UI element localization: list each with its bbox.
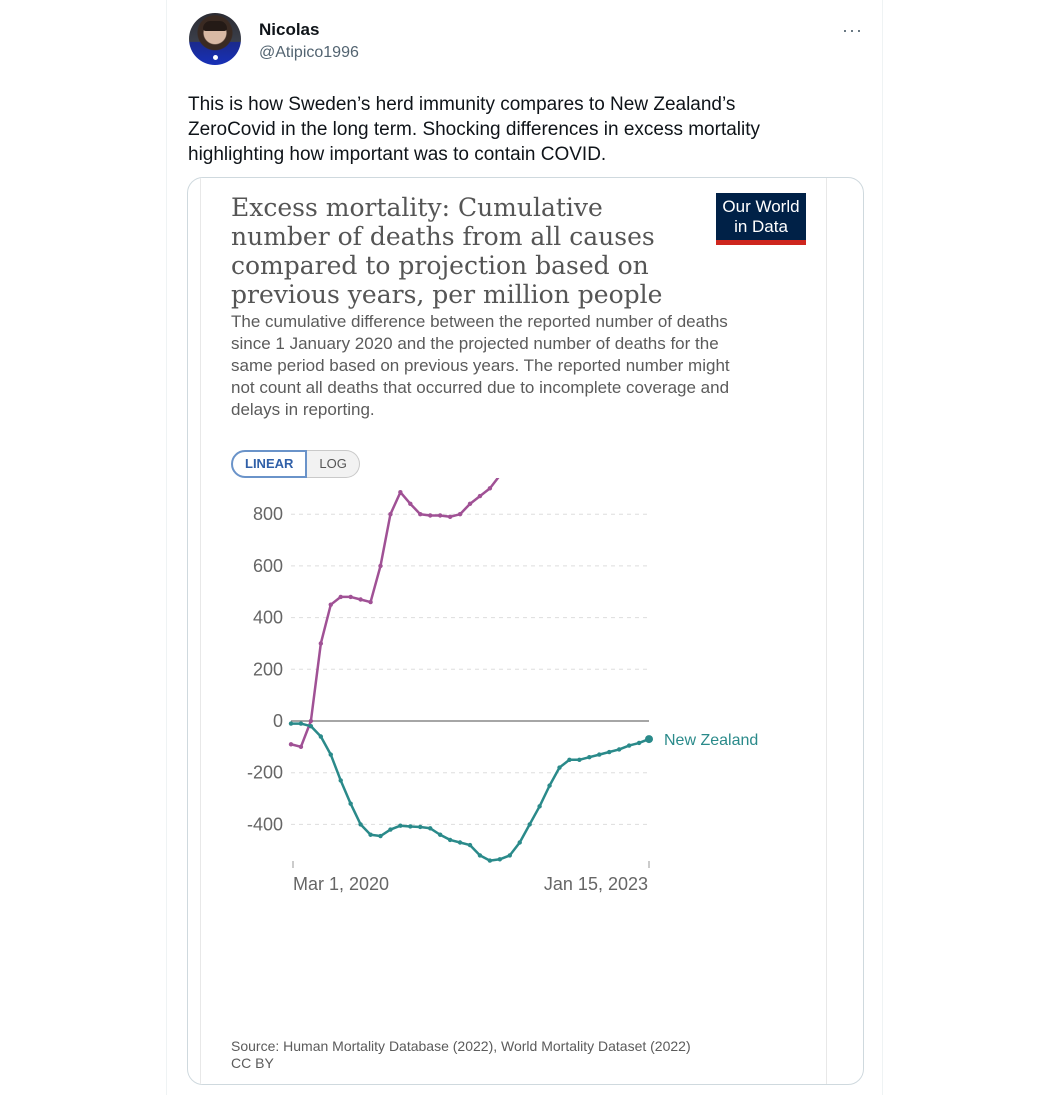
new-zealand-point — [527, 822, 531, 826]
sweden-point — [408, 502, 412, 506]
owid-logo-bar — [716, 240, 806, 245]
chart-title-line: Excess mortality: Cumulative — [231, 193, 603, 222]
new-zealand-line — [291, 724, 649, 861]
new-zealand-point — [319, 734, 323, 738]
new-zealand-point — [607, 750, 611, 754]
new-zealand-point — [627, 743, 631, 747]
sweden-point — [458, 512, 462, 516]
sweden-point — [329, 602, 333, 606]
new-zealand-point — [448, 838, 452, 842]
new-zealand-point — [398, 823, 402, 827]
new-zealand-point — [358, 822, 362, 826]
new-zealand-point — [368, 833, 372, 837]
sweden-point — [438, 513, 442, 517]
avatar-badge — [213, 55, 218, 60]
chart-source — [231, 1038, 811, 1072]
sweden-point — [478, 494, 482, 498]
sweden-point — [378, 564, 382, 568]
new-zealand-point — [289, 721, 293, 725]
new-zealand-point — [388, 827, 392, 831]
tweet-text — [188, 92, 848, 167]
chart-title-line: number of deaths from all causes — [231, 222, 655, 251]
sweden-point — [348, 595, 352, 599]
new-zealand-point — [408, 824, 412, 828]
new-zealand-point — [537, 804, 541, 808]
sweden-point — [309, 719, 313, 723]
y-tick-label: 0 — [272, 711, 283, 731]
chart-subtitle-line: since 1 January 2020 and the projected number of deaths for the — [231, 334, 719, 353]
new-zealand-point — [468, 843, 472, 847]
sweden-point — [398, 490, 402, 494]
author-handle[interactable]: @Atipico1996 — [259, 44, 359, 61]
timeline-border-left — [166, 0, 167, 1095]
media-card[interactable] — [187, 177, 864, 1085]
new-zealand-point — [299, 721, 303, 725]
y-tick-label: -400 — [246, 814, 283, 835]
excess-mortality-chart — [201, 478, 826, 1023]
sweden-point — [299, 745, 303, 749]
sweden-point — [388, 512, 392, 516]
chart-subtitle-line: not count all deaths that occurred due to incomplete coverage and — [231, 378, 730, 397]
y-tick-label: 400 — [252, 607, 283, 628]
tweet-text-line: This is how Sweden’s herd immunity compares to New Zealand’s — [188, 94, 736, 115]
new-zealand-point — [438, 833, 442, 837]
chart-subtitle — [231, 311, 791, 421]
new-zealand-point — [458, 840, 462, 844]
owid-logo-line: in Data — [734, 217, 788, 236]
y-tick-label: 200 — [252, 659, 283, 680]
more-options-icon[interactable]: ··· — [842, 20, 863, 40]
avatar-hair — [203, 21, 227, 31]
license-line: CC BY — [231, 1055, 274, 1071]
sweden-point — [358, 597, 362, 601]
new-zealand-point — [339, 778, 343, 782]
new-zealand-point — [348, 802, 352, 806]
sweden-line — [291, 478, 649, 747]
x-tick-label: Jan 15, 2023 — [543, 874, 648, 894]
new-zealand-point — [418, 825, 422, 829]
avatar[interactable] — [189, 13, 241, 65]
new-zealand-point — [518, 840, 522, 844]
new-zealand-point — [508, 853, 512, 857]
new-zealand-point — [309, 724, 313, 728]
new-zealand-point — [587, 755, 591, 759]
new-zealand-point — [547, 783, 551, 787]
new-zealand-point — [378, 834, 382, 838]
author-name[interactable]: Nicolas — [259, 20, 320, 39]
owid-logo-line: Our World — [722, 197, 800, 216]
sweden-point — [339, 595, 343, 599]
new-zealand-point — [498, 857, 502, 861]
chart-title — [231, 193, 691, 309]
source-line: Source: Human Mortality Database (2022), World Mortality Dataset (2022) — [231, 1038, 691, 1054]
sweden-point — [468, 502, 472, 506]
chart-image — [200, 178, 827, 1084]
y-tick-label: 600 — [252, 555, 283, 576]
y-tick-label: -200 — [246, 762, 283, 783]
new-zealand-point — [478, 853, 482, 857]
log-scale-button[interactable]: LOG — [307, 450, 359, 478]
x-tick-label: Mar 1, 2020 — [293, 874, 390, 894]
timeline-border-right — [882, 0, 883, 1095]
scale-toggle — [231, 450, 360, 478]
owid-logo — [716, 193, 806, 245]
new-zealand-point — [329, 752, 333, 756]
new-zealand-point — [637, 741, 641, 745]
sweden-point — [488, 486, 492, 490]
new-zealand-point — [488, 858, 492, 862]
linear-scale-button[interactable]: LINEAR — [231, 450, 307, 478]
sweden-point — [289, 742, 293, 746]
new-zealand-point — [577, 758, 581, 762]
new-zealand-endpoint — [645, 735, 653, 743]
chart-subtitle-line: delays in reporting. — [231, 400, 375, 419]
chart-subtitle-line: same period based on previous years. The reported number might — [231, 356, 730, 375]
new-zealand-label: New Zealand — [664, 732, 759, 750]
new-zealand-point — [428, 826, 432, 830]
chart-title-line: previous years, per million people — [231, 280, 663, 309]
sweden-point — [368, 600, 372, 604]
y-tick-label: 800 — [252, 504, 283, 525]
new-zealand-point — [557, 765, 561, 769]
new-zealand-point — [617, 747, 621, 751]
sweden-point — [448, 515, 452, 519]
new-zealand-point — [567, 758, 571, 762]
sweden-point — [428, 513, 432, 517]
sweden-point — [418, 512, 422, 516]
chart-subtitle-line: The cumulative difference between the reported number of deaths — [231, 312, 728, 331]
tweet-text-line: highlighting how important was to contain COVID. — [188, 144, 607, 165]
new-zealand-point — [597, 752, 601, 756]
tweet-text-line: ZeroCovid in the long term. Shocking differences in excess mortality — [188, 119, 761, 140]
chart-title-line: compared to projection based on — [231, 251, 649, 280]
sweden-point — [319, 641, 323, 645]
